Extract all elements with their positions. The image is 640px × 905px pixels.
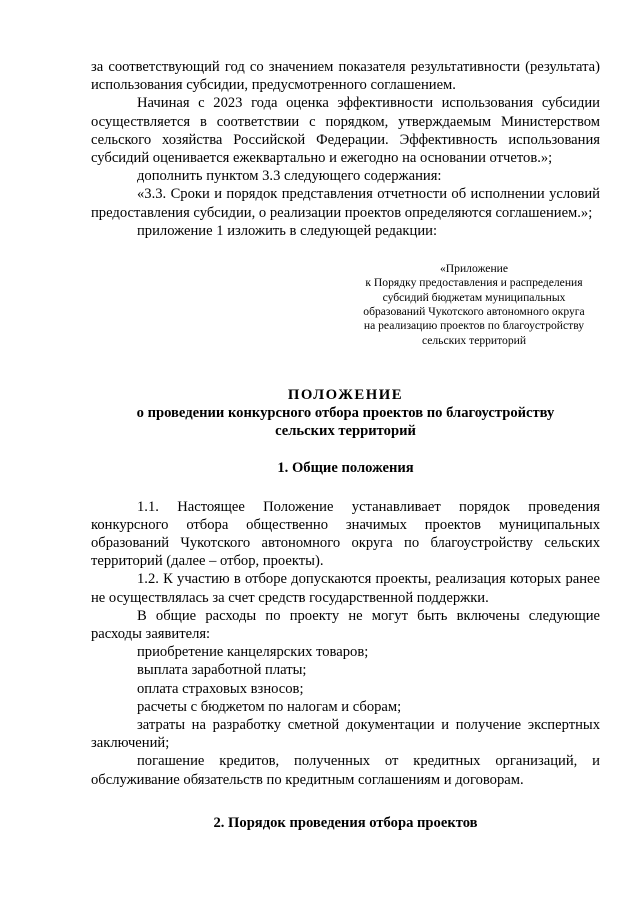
section-1-heading: 1. Общие положения — [277, 460, 414, 477]
title-subtitle-line-1: о проведении конкурсного отбора проектов по благоустройству — [136, 405, 555, 422]
intro-paragraph-3: дополнить пунктом 3.3 следующего содержания: — [137, 168, 442, 185]
section-1-paragraph-2: 1.2. К участию в отборе допускаются проекты, реализация которых ранее не осуществлялась за счет средств государственной поддержки. — [91, 571, 600, 606]
appendix-reference — [339, 262, 609, 348]
appendix-line: на реализацию проектов по благоустройству — [363, 319, 585, 333]
section-2-heading: 2. Порядок проведения отбора проектов — [213, 814, 478, 831]
appendix-line: сельских территорий — [421, 333, 527, 347]
title-subtitle-line-2: сельских территорий — [275, 423, 416, 440]
intro-paragraph-1: за соответствующий год со значением показателя результативности (результата) использования субсидии, предусмотренного соглашением. — [91, 59, 600, 94]
intro-paragraph-4: «3.3. Сроки и порядок представления отчетности об исполнении условий предоставления субсидии, о реализации проектов определяются соглашением.»; — [91, 186, 600, 221]
list-item: приобретение канцелярских товаров; — [137, 644, 369, 661]
list-item: расчеты с бюджетом по налогам и сборам; — [137, 698, 402, 715]
list-item: выплата заработной платы; — [137, 662, 307, 679]
appendix-line: к Порядку предоставления и распределения — [365, 276, 583, 290]
list-item: погашение кредитов, полученных от кредитных организаций, и обслуживание обязательств по кредитным соглашениям и договорам. — [91, 753, 600, 788]
intro-paragraph-5: приложение 1 изложить в следующей редакции: — [137, 222, 437, 239]
appendix-line: «Приложение — [439, 262, 509, 276]
appendix-line: субсидий бюджетам муниципальных — [382, 290, 566, 304]
appendix-line: образований Чукотского автономного округа — [363, 304, 585, 318]
section-1-paragraph-1: 1.1. Настоящее Положение устанавливает порядок проведения конкурсного отбора общественно значимых проектов муниципальных образований Чукотского автономного округа по благоустройству сельских территорий (далее – отбор, проекты). — [91, 498, 600, 570]
list-item: затраты на разработку сметной документации и получение экспертных заключений; — [91, 717, 600, 752]
document-title — [91, 386, 600, 441]
intro-paragraph-2: Начиная с 2023 года оценка эффективности использования субсидии осуществляется в соответствии с порядком, утверждаемым Министерством сельского хозяйства Российской Федерации. Эффективность использования субсидий оценивается ежеквартально и ежегодно на основании отчетов.»; — [91, 95, 600, 167]
section-1-paragraph-3: В общие расходы по проекту не могут быть включены следующие расходы заявителя: — [91, 607, 600, 643]
list-item: оплата страховых взносов; — [137, 680, 304, 697]
title-main: ПОЛОЖЕНИЕ — [287, 386, 404, 403]
